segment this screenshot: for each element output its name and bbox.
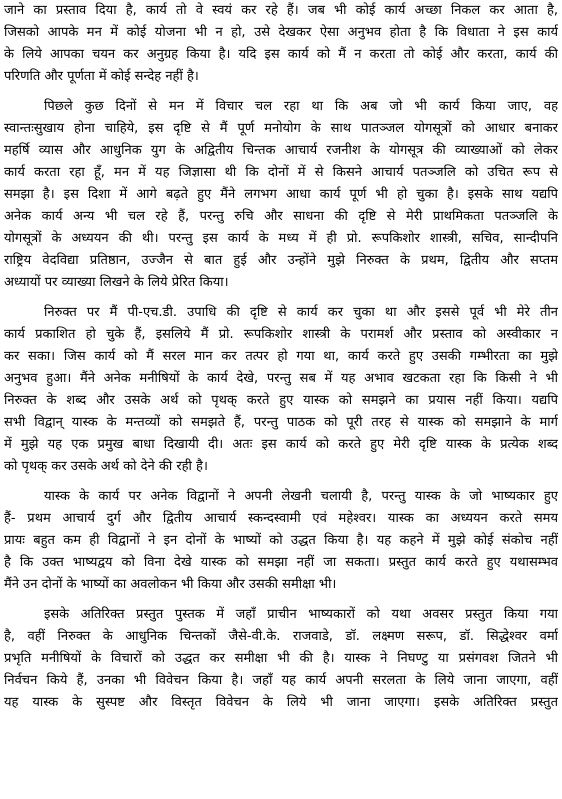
text-line: मैंने उन दोनों के भाष्यों का अवलोकन भी किया और उसकी समीक्षा भी। [4,577,337,592]
paragraph [4,302,558,478]
paragraph-gap [4,294,558,302]
paragraph-gap [4,88,558,96]
text-line: कर सका। जिस कार्य को मैं सरल मान कर तत्पर हो गया था, कार्य करते हुए उसकी गम्भीरता का मुझे [4,349,558,364]
text-line: अध्यायों पर व्याख्या लिखने के लिये प्रेरित किया। [4,275,229,290]
text-line: को पृथक् कर उसके अर्थ को देने की रही है। [4,459,208,474]
text-line: अनुभव हुआ। मैंने अनेक मनीषियों के कार्य देखे, परन्तु सब में यह अभाव खटकता रहा कि किसी ने भी [4,371,558,386]
text-line: है कि उक्त भाष्यद्वय को विना देखे यास्क को समझा नहीं जा सकता। प्रस्तुत कार्य करते हुए यथासम्भव [4,555,558,570]
text-line: है, वहीं निरुक्त के आधुनिक चिन्तकों जैसे-वी.के. राजवाडे, डॉ. लक्ष्मण सरूप, डॉ. सिद्धेश्वर वर्मा [4,629,558,644]
paragraph-gap [4,596,558,604]
text-line: कार्य करता रहा हूँ, मन में यह जिज्ञासा थी कि दोनों में से किसने आचार्य पतञ्जलि को उचित रूप से [4,165,558,180]
text-line: निर्वचन किये हैं, उनका भी विवेचन किया है। जहाँ यह कार्य अपनी सरलता के लिये जाना जाएगा, वहीं [4,673,558,688]
text-line: निरुक्त पर मैं पी-एच.डी. उपाधि की दृष्टि से कार्य कर चुका था और इससे पूर्व भी मेरे तीन [44,305,558,320]
text-line: निरुक्त के शब्द और उसके अर्थ को पृथक् करते हुए यास्क को समझने का प्रयास नहीं किया। यद्यपि [4,393,558,408]
text-line: राष्ट्रिय वेदविद्या प्रतिष्ठान, उज्जैन से बात हुई और उन्होंने मुझे निरुक्त के प्रथम, द्वितीय और सप्तम [4,253,558,268]
document-page [4,0,558,799]
paragraph [4,0,558,88]
paragraph [4,604,558,714]
paragraph [4,486,558,596]
text-line: हैं- प्रथम आचार्य दुर्ग और द्वितीय आचार्य स्कन्दस्वामी एवं महेश्वर। यास्क का अध्ययन करते समय [4,511,558,526]
text-line: स्वान्तःसुखाय होना चाहिये, इस दृष्टि से मैं पूर्ण मनोयोग के साथ पातञ्जल योगसूत्रों को आधार बनाकर [4,121,558,136]
text-line: इसके अतिरिक्त प्रस्तुत पुस्तक में जहाँ प्राचीन भाष्यकारों को यथा अवसर प्रस्तुत किया गया [44,607,558,622]
text-line: योगसूत्रों के अध्ययन की थी। परन्तु इस कार्य के मध्य में ही प्रो. रूपकिशोर शास्त्री, सचिव, सान्दीपनि [4,231,558,246]
text-line: महर्षि व्यास और आधुनिक युग के अद्वितीय चिन्तक आचार्य रजनीश के योगसूत्र की व्याख्याओं को लेकर [4,143,558,158]
text-line: पिछले कुछ दिनों से मन में विचार चल रहा था कि अब जो भी कार्य किया जाए, वह [44,99,558,114]
paragraph-gap [4,478,558,486]
text-line: के लिये आपका चयन कर अनुग्रह किया है। यदि इस कार्य को मैं न करता तो कोई और करता, कार्य की [4,47,558,62]
text-line: कार्य प्रकाशित हो चुके हैं, इसलिये मैं प्रो. रूपकिशोर शास्त्री के परामर्श और प्रस्ताव को अस्वीकार न [4,327,558,342]
text-line: में मुझे यह एक प्रमुख बाधा दिखायी दी। अतः इस कार्य को करते हुए मेरी दृष्टि यास्क के प्रत्येक शब्द [4,437,558,452]
text-line: प्रायः बहुत कम ही विद्वानों ने इन दोनों के भाष्यों को उद्धत किया है। यह कहने में मुझे कोई संकोच नहीं [4,533,558,548]
paragraph [4,96,558,294]
text-line: सभी विद्वान् यास्क के मन्तव्यों को समझते हैं, परन्तु पाठक को पूरी तरह से यास्क को समझाने के मार्ग [4,415,558,430]
text-line: अनेक कार्य अन्य भी चल रहे हैं, परन्तु रुचि और साधना की दृष्टि से मेरी प्राथमिकता पतञ्जलि के [4,209,558,224]
text-line: समझा है। इस दिशा में आगे बढ़ते हुए मैंने लगभग आधा कार्य पूर्ण भी हो चुका है। इसके साथ यद्यपि [4,187,558,202]
text-line: जाने का प्रस्ताव दिया है, कार्य तो वे स्वयं कर रहे हैं। जब भी कोई कार्य अच्छा निकल कर आता है, [4,3,558,18]
text-line: जिसको आपके मन में कोई योजना भी न हो, उसे देखकर ऐसा अनुभव होता है कि विधाता ने इस कार्य [4,25,558,40]
text-line: यह यास्क के सुस्पष्ट और विस्तृत विवेचन के लिये भी जाना जाएगा। इसके अतिरिक्त प्रस्तुत [4,695,558,710]
text-line: परिणति और पूर्णता में कोई सन्देह नहीं है। [4,69,199,84]
text-line: प्रभृति मनीषियों के विचारों को उद्धत कर समीक्षा भी की है। यास्क ने निघण्टु या प्रसंगवश जितने भी [4,651,558,666]
text-line: यास्क के कार्य पर अनेक विद्वानों ने अपनी लेखनी चलायी है, परन्तु यास्क के जो भाष्यकार हुए [44,489,558,504]
